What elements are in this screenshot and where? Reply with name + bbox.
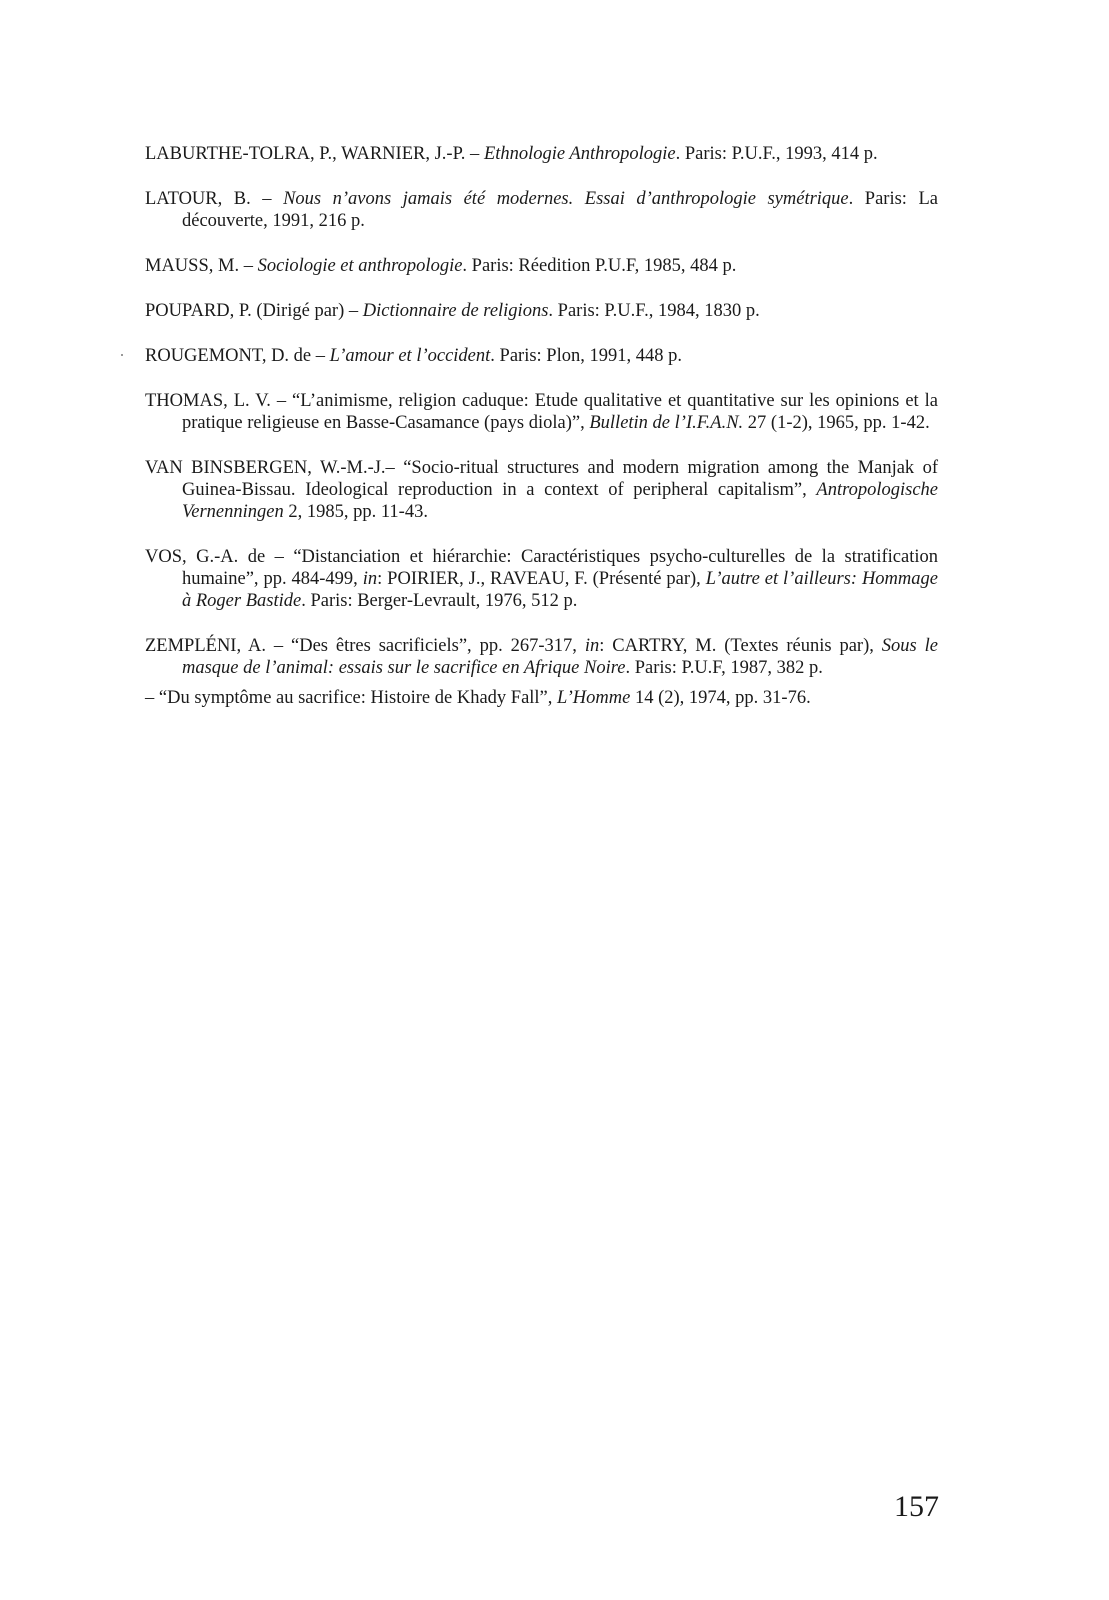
reference-details: . Paris: Plon, 1991, 448 p. <box>490 346 682 366</box>
reference-title: Dictionnaire de religions <box>362 301 549 321</box>
reference-title: Nous n’avons jamais été modernes. Essai d’anthropologie symétrique <box>283 189 849 209</box>
reference-journal: Antropologische Vernenningen <box>182 480 938 522</box>
reference-details: . Paris: Réedition P.U.F, 1985, 484 p. <box>462 256 737 276</box>
reference-entry-latour <box>145 188 938 232</box>
reference-details: 2, 1985, pp. 11-43. <box>283 502 428 522</box>
reference-entry-vos <box>145 546 938 612</box>
reference-details: . Paris: Berger-Levrault, 1976, 512 p. <box>301 591 578 611</box>
reference-entry-zempleni-2 <box>145 687 938 709</box>
reference-entry-van-binsbergen <box>145 457 938 523</box>
reference-entry-mauss <box>145 255 938 277</box>
reference-journal: Bulletin de l’I.F.A.N. <box>589 413 744 433</box>
reference-article-title: “Socio-ritual structures and modern migration among the Manjak of Guinea-Bissau. Ideological reproduction in a context of peripheral capitalism”, <box>182 458 938 500</box>
reference-book-title: Sous le masque de l’animal: essais sur le sacrifice en Afrique Noire <box>182 636 938 678</box>
reference-author: ROUGEMONT, D. de – <box>145 346 330 366</box>
reference-entry-poupard <box>145 300 938 322</box>
reference-details: . Paris: P.U.F., 1993, 414 p. <box>675 144 878 164</box>
reference-author: VOS, G.-A. de – <box>145 547 294 567</box>
reference-title: Ethnologie Anthropologie <box>483 144 676 164</box>
reference-entry-thomas <box>145 390 938 434</box>
reference-article-title: “L’animisme, religion caduque: Etude qualitative et quantitative sur les opinions et la pratique religieuse en Basse-Casamance (pays diola)”, <box>182 391 939 433</box>
reference-book-title: L’autre et l’ailleurs: Hommage à Roger Bastide <box>182 569 938 611</box>
reference-author: ZEMPLÉNI, A. – <box>145 636 292 656</box>
reference-list <box>145 143 938 732</box>
reference-in-marker: in <box>584 636 600 656</box>
reference-author: POUPARD, P. (Dirigé par) – <box>145 301 363 321</box>
reference-author: LABURTHE-TOLRA, P., WARNIER, J.-P. – <box>145 144 484 164</box>
reference-author: LATOUR, B. – <box>145 189 284 209</box>
reference-article-title: “Du symptôme au sacrifice: Histoire de Khady Fall”, <box>158 688 558 708</box>
reference-author: – <box>145 688 159 708</box>
reference-details: . Paris: P.U.F., 1984, 1830 p. <box>548 301 760 321</box>
reference-author: MAUSS, M. – <box>145 256 258 276</box>
scan-speck <box>121 354 123 356</box>
reference-editors: : CARTRY, M. (Textes réunis par), <box>599 636 882 656</box>
reference-title: Sociologie et anthropologie <box>257 256 463 276</box>
reference-entry-laburthe-tolra <box>145 143 938 165</box>
page-number: 157 <box>894 1490 939 1523</box>
reference-editors: : POIRIER, J., RAVEAU, F. (Présenté par), <box>377 569 706 589</box>
reference-author: THOMAS, L. V. – <box>145 391 293 411</box>
reference-article-title: “Des êtres sacrificiels”, pp. 267-317, <box>291 636 585 656</box>
reference-details: 27 (1-2), 1965, pp. 1-42. <box>743 413 930 433</box>
reference-details: . Paris: P.U.F, 1987, 382 p. <box>625 658 823 678</box>
reference-author: VAN BINSBERGEN, W.-M.-J.– <box>145 458 404 478</box>
reference-journal: L’Homme <box>557 688 631 708</box>
reference-entry-zempleni <box>145 635 938 679</box>
reference-entry-rougemont <box>145 345 938 367</box>
reference-title: L’amour et l’occident <box>329 346 491 366</box>
reference-article-title: “Distanciation et hiérarchie: Caractéristiques psycho-culturelles de la stratification humaine”, pp. 484-499, <box>182 547 938 589</box>
reference-details: 14 (2), 1974, pp. 31-76. <box>630 688 811 708</box>
reference-in-marker: in <box>362 569 378 589</box>
reference-details: . Paris: La découverte, 1991, 216 p. <box>182 189 938 231</box>
